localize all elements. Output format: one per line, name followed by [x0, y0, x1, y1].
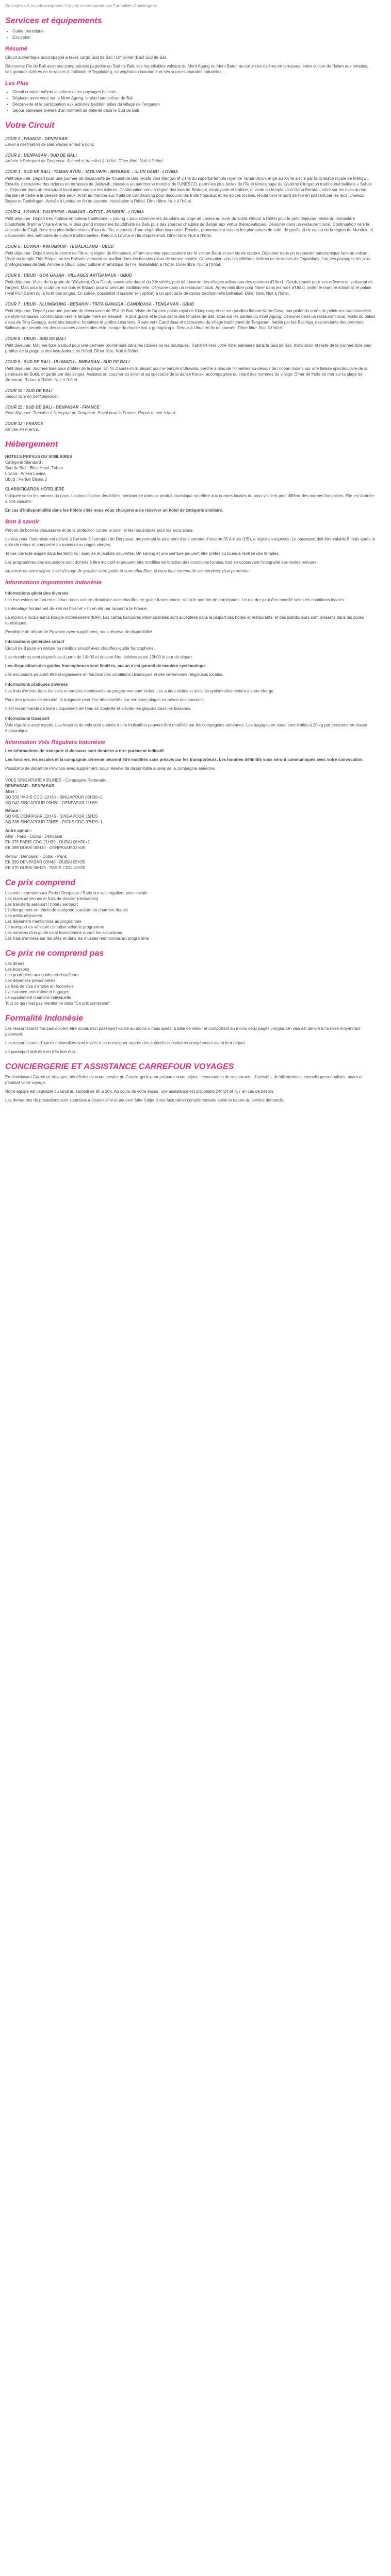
- day-title: JOUR 5 : LOVINA - KINTAMANI - TEGALALANG - UBUD: [5, 244, 114, 249]
- services-title: Services et équipements: [5, 16, 102, 25]
- bon-savoir-item: Tenue correcte exigée dans les temples : épaules et jambes couvertes. Un sarong et une ceinture peuvent être prêtés ou loués à l'entrée des temples.: [5, 551, 280, 556]
- resume-section: [5, 45, 376, 75]
- day-title: JOUR 2 : DENPASAR - SUD DE BALI: [5, 153, 77, 158]
- extra-label: Informations pratiques diverses: [5, 682, 68, 687]
- day-block: [5, 388, 376, 399]
- bon-savoir-section: [5, 518, 376, 574]
- day-block: [5, 301, 376, 331]
- conciergerie-section: [5, 1062, 376, 1103]
- day-title: JOUR 9 : SUD DE BALI - ULUWATU - JIMBARAN - SUD DE BALI: [5, 360, 130, 364]
- list-item: Les petits déjeuners: [5, 913, 42, 918]
- day-sub: Arrivée à l'aéroport de Denpasar. Accueil et transfert à l'hôtel. Dîner libre. Nuit à l'hôtel.: [5, 159, 164, 163]
- formalites-title: Formalité Indonésie: [5, 1014, 84, 1023]
- hotel-line: Catégorie Standard :: [5, 460, 43, 465]
- transport-text: Vols réguliers avec escale. Les horaires de vols sont donnés à titre indicatif et peuvent être modifiés par les compagnies aériennes. Les bagages en soute sont limités à 20 kg par personne en classe économique.: [5, 723, 367, 733]
- services-section: [5, 16, 376, 40]
- circuit-section: [5, 121, 376, 432]
- day-text: Petit déjeuner. Départ pour une journée de découverte de l'Ouest de Bali. Route vers Mengwi et visite du superbe temple royal de Taman Ayun, érigé au XVIIe siècle par la dynastie royale de Mengwi. Ensuite, découverte des rizières en terrasses de Jatiluwih, classées au patrimoine mondial de l'UNESCO, parmi les plus belles de l'île et témoignage du système d'irrigation traditionnel balinais « Subak ». Déjeuner dans un restaurant local avec vue sur les rizières. Continuation vers la région des lacs de Bedugul, verdoyante et fraîche, et visite du temple Ulun Danu Beratan, situé sur les rives du lac Beratan et dédié à la déesse des eaux. Arrêt au marché aux fruits de Candikuning pour découvrir les fruits tropicaux et les épices locales. Route vers le nord de l'île en passant par les lacs jumeaux Buyan et Tamblingan. Arrivée à Lovina en fin de journée. Installation à l'hôtel. Dîner libre. Nuit à l'hôtel.: [5, 176, 372, 204]
- day-text: Petit déjeuner. Départ vers le centre de l'île et la région de Kintamani, offrant une vue spectaculaire sur le volcan Batur et son lac de cratère. Déjeuner dans un restaurant panoramique face au volcan. Visite du temple Tirta Empul, où les Balinais viennent se purifier dans les bassins d'eau de source sacrée. Continuation vers les célèbres rizières en terrasses de Tegalalang, l'un des paysages les plus photographiés de Bali. Arrivée à Ubud, cœur culturel et artistique de l'île. Installation à l'hôtel. Dîner libre. Nuit à l'hôtel.: [5, 251, 370, 267]
- conciergerie-paragraph: Les demandes de prestations sont soumises à disponibilité et peuvent faire l'objet d'une facturation complémentaire selon la nature du service demandé.: [5, 1098, 284, 1103]
- prix-ne-comprend-title: Ce prix ne comprend pas: [5, 949, 104, 958]
- list-item: Tout ce qui n'est pas mentionné dans "Ce prix comprend": [5, 1001, 110, 1006]
- day-block: [5, 152, 376, 164]
- day-title: JOUR 12 : FRANCE: [5, 421, 43, 426]
- list-item: Les frais d'entrées sur les sites et dans les musées mentionnés au programme: [5, 936, 149, 941]
- hotel-line: Lovina : Aneka Lovina: [5, 471, 46, 476]
- day-text: Petit déjeuner. Départ très matinal en bateau traditionnel « jukung » pour observer les dauphins au large de Lovina au lever du soleil. Retour à l'hôtel pour le petit déjeuner. Visite du monastère bouddhiste Brahma Vihara Arama, le plus grand monastère bouddhiste de Bali, puis des sources chaudes de Banjar aux vertus thérapeutiques. Déjeuner dans un restaurant local. Continuation vers la cascade de Gitgit, l'une des plus belles chutes d'eau de l'île, entourée d'une végétation luxuriante. Ensuite, promenade à travers les plantations de café, de girofle et de cacao de la région de Munduk, et découverte des méthodes de culture traditionnelles. Retour à Lovina en fin d'après-midi. Dîner libre. Nuit à l'hôtel.: [5, 216, 373, 238]
- formalites-paragraph: Le passeport doit être en très bon état.: [5, 1049, 76, 1054]
- list-item: Les vols internationaux Paris / Denpasar / Paris sur vols réguliers avec escale: [5, 891, 148, 895]
- flight-line: EK 399 DENPASAR 00H40 - DUBAÏ 05H35: [5, 860, 86, 865]
- prix-comprend-section: [5, 878, 376, 941]
- outbound-label: Aller :: [5, 789, 17, 794]
- services-list: [5, 28, 376, 40]
- flight-line: SQ 336 SINGAPOUR 23H55 - PARIS CDG 07H20+1: [5, 820, 103, 824]
- company-label: VOLS SINGAPORE AIRLINES - Compagnie Partenaire :: [5, 778, 109, 783]
- vols-section: [5, 739, 376, 871]
- transport-label: Informations transport: [5, 716, 50, 721]
- plus-list: [5, 89, 376, 113]
- day-title: JOUR 8 : UBUD - SUD DE BALI: [5, 336, 66, 341]
- list-item: Les taxes aériennes et frais de dossier (révisables): [5, 896, 99, 901]
- info-item: Il est recommandé de boire uniquement de l'eau en bouteille et d'éviter les glaçons dans les boissons.: [5, 706, 192, 711]
- top-nav-note: Description À ce prix comprend / Ce prix ne comprend pas Formalités Conciergerie: [5, 4, 157, 8]
- list-item: Les dîners: [5, 961, 25, 966]
- info-item: Circuit de 8 jours en voiture ou minibus privatif avec chauffeur-guide francophone.: [5, 646, 155, 651]
- list-item: • Déplacer avec vous sur le Mont Agung, le plus haut volcan de Bali: [12, 95, 376, 101]
- hotel-line: Sud de Bali : Bliss Hotel, Tuban: [5, 466, 63, 470]
- hebergement-section: [5, 439, 376, 513]
- list-item: Les services d'un guide local francophone durant les excursions: [5, 930, 122, 935]
- list-item: • Excursion: [12, 35, 376, 40]
- day-block: [5, 404, 376, 416]
- flight-line: EK 075 DUBAÏ 08H25 - PARIS CDG 13H20: [5, 866, 86, 870]
- bon-savoir-item: Le visa pour l'Indonésie est délivré à l'arrivée à l'aéroport de Denpasar, moyennant le paiement d'une somme d'environ 35 dollars (US), à régler en espèces. Le passeport doit être valable 6 mois après la date de retour et comporter au moins deux pages vierges.: [5, 537, 375, 547]
- conciergerie-paragraph: Notre équipe est joignable du lundi au samedi de 9h à 20h. Au cours de votre séjour, une assistance est disponible 24h/24 et 7j/7 en cas de besoin.: [5, 1089, 274, 1094]
- flight-line: SQ 333 PARIS CDG 11H30 - SINGAPOUR 06H50+1: [5, 795, 103, 800]
- list-item: Les déjeuners mentionnés au programme: [5, 919, 82, 924]
- vols-extra: Possibilité de départ de Province avec supplément, sous réserve de disponibilité auprès de la compagnie aérienne.: [5, 766, 216, 771]
- day-block: [5, 336, 376, 354]
- vols-intro: Les informations de transport ci-dessous sont données à titre purement indicatif.: [5, 749, 165, 753]
- bon-savoir-item: Au terme de votre séjour, il est d'usage de gratifier votre guide et votre chauffeur, si vous êtes content de ses services, d'un pourboire.: [5, 569, 250, 573]
- info-item: La monnaie locale est la Roupie indonésienne (IDR). Les cartes bancaires internationales sont acceptées dans la plupart des hôtels et restaurants, et des distributeurs sont présents dans les zones touristiques.: [5, 615, 364, 625]
- day-title: JOUR 1 : FRANCE - DENPASAR: [5, 137, 68, 141]
- informations-section: [5, 579, 376, 734]
- prix-ne-comprend-section: [5, 948, 376, 1006]
- list-item: • Circuit complet mêlant la culture et les paysages balinais: [12, 89, 376, 95]
- list-item: • Découverte et la participation aux activités traditionnelles du village de Tenganan: [12, 101, 376, 107]
- day-sub: Arrivée en France.: [5, 427, 39, 432]
- classification-text: Indiquée selon les normes du pays. La classification des hôtels mentionnée dans ce produit touristique se réfère aux normes locales du pays visité et peut différer des normes françaises. Elle est donnée à titre indicatif.: [5, 494, 374, 504]
- circuit-title: Votre Circuit: [5, 121, 55, 130]
- day-block: [5, 244, 376, 267]
- general-label: Informations générales diverses: [5, 591, 69, 596]
- resume-paragraph: Circuit authentique accompagné à taxes cargo Sud de Bali ! Ombilinet (Bali) Sud de Bali: [5, 55, 167, 60]
- list-item: Les dépenses personnelles: [5, 978, 56, 983]
- day-title: JOUR 10 : SUD DE BALI: [5, 388, 53, 393]
- flight-line: EK 398 DUBAÏ 09H10 - DENPASAR 22H35: [5, 845, 86, 850]
- day-text: Petit déjeuner. Journée libre pour profiter de la plage. En fin d'après-midi, départ pour le temple d'Uluwatu, perché à plus de 70 mètres au-dessus de l'océan Indien, sur une falaise spectaculaire de la péninsule de Bukit, et gardé par des singes. Assistez au coucher du soleil et au spectacle de la danse Kecak, accompagnée du chant des hommes du village. Dîner de fruits de mer sur la plage de Jimbaran. Retour à l'hôtel. Nuit à l'hôtel.: [5, 366, 368, 382]
- resume-paragraph: Découvrez l'île de Bali avec ses somptueuses pagodes au Sud de Bali, ses inoubliables volcans du Mont Agung ou Mont Batur, au cœur des rizières en terrasses, entre culture de l'islam aux temples, ses grandes rizières en terrasses à Jatiluwih et Tegalalang, sa végétation luxuriante et ses sources chaudes naturelles...: [5, 64, 368, 74]
- info-item: Les excursions se font en minibus ou en voiture climatisée avec chauffeur et guide francophone, selon le nombre de participants. Leur ordre peut être modifié selon les conditions locales.: [5, 598, 345, 602]
- day-sub: Petit déjeuner. Transfert à l'aéroport de Denpasar. Envol pour la France. Repas et nuit à bord.: [5, 411, 176, 415]
- bon-savoir-item: Prévoir de bonnes chaussures et de la protection contre le soleil et les moustiques pour les excursions.: [5, 528, 194, 533]
- return-label: Retour :: [5, 808, 21, 813]
- day-title: JOUR 6 : UBUD - GOA GAJAH - VILLAGES ARTISANAUX - UBUD: [5, 273, 132, 278]
- list-item: Le transport en véhicule climatisé selon le programme: [5, 925, 104, 929]
- info-item: Les excursions peuvent être réorganisées en fonction des conditions climatiques et des cérémonies religieuses locales.: [5, 672, 223, 677]
- bon-savoir-title: Bon à savoir: [5, 519, 40, 525]
- page: [0, 0, 381, 1111]
- vols-title: Information Vols Réguliers Indonésie: [5, 739, 105, 745]
- day-sub: Envol à destination de Bali. Repas et nuit à bord.: [5, 142, 94, 147]
- day-block: [5, 359, 376, 383]
- hotels-label: HOTELS PRÉVUS OU SIMILAIRES: [5, 454, 72, 459]
- conciergerie-paragraph: En choisissant Carrefour Voyages, bénéficiez de notre service de Conciergerie pour préparer votre séjour : réservations de restaurants, d'activités, de billetteries et conseils personnalisés, avant et pendant votre voyage.: [5, 1075, 363, 1085]
- list-item: L'hébergement en hôtels de catégorie standard en chambre double: [5, 908, 128, 912]
- list-item: L'assurance annulation et bagages: [5, 990, 69, 994]
- day-title: JOUR 11 : SUD DE BALI - DENPASAR - FRANCE: [5, 405, 100, 410]
- informations-title: Informations importantes Indonésie: [5, 580, 102, 586]
- hotel-line: Ubud : Pertiwi Bisma 2: [5, 477, 47, 482]
- hebergement-title: Hébergement: [5, 440, 58, 449]
- flight-line: Retour : Denpasar - Dubaï - Paris: [5, 854, 67, 859]
- day-block: [5, 136, 376, 147]
- vols-note: Les horaires, les escales et la compagnie aérienne peuvent être modifiés sans préavis par les transporteurs. Les horaires définitifs vous seront communiqués avec votre convocation.: [5, 757, 364, 762]
- day-text: Petit déjeuner. Visite de la grotte de l'éléphant, Goa Gajah, sanctuaire datant du XIe siècle, puis découverte des villages artisanaux des environs d'Ubud : Celuk, réputé pour ses orfèvres et l'artisanat de l'argent, Mas pour la sculpture sur bois et Batuan pour la peinture traditionnelle. Déjeuner dans un restaurant local. Après-midi libre pour flâner dans les rues d'Ubud, visiter le marché artisanal, le palais royal Puri Saren ou la forêt des singes. En soirée, possibilité d'assister (en option) à un spectacle de danse traditionnelle balinaise. Dîner libre. Nuit à l'hôtel.: [5, 280, 373, 296]
- day-block: [5, 169, 376, 204]
- conciergerie-title: CONCIERGERIE ET ASSISTANCE CARREFOUR VOYAGES: [5, 1062, 234, 1071]
- day-text: Petit déjeuner. Départ pour une journée de découverte de l'Est de Bali. Visite de l'ancien palais royal de Klungkung et de son pavillon flottant Kerta Gosa, aux plafonds ornés de peintures traditionnelles de style Kamasan. Continuation vers le temple mère de Besakih, le plus grand et le plus sacré des temples de Bali, situé sur les pentes du mont Agung. Déjeuner dans un restaurant local. Visite du palais d'eau de Tirta Gangga, avec ses bassins, fontaines et jardins luxuriants. Route vers Candidasa et découverte du village traditionnel de Tenganan, habité par les Bali Aga, descendants des premiers Balinais, qui perpétuent des coutumes ancestrales et le tissage du double ikat « geringsing ». Retour à Ubud en fin de journée. Dîner libre. Nuit à l'hôtel.: [5, 309, 376, 330]
- formalites-section: [5, 1013, 376, 1055]
- day-block: [5, 421, 376, 432]
- classification-label: CLASSIFICATION HÔTELIÈRE: [5, 487, 64, 492]
- bon-savoir-item: Les programmes des excursions sont donnés à titre indicatif et peuvent être modifiés en fonction des conditions locales, tout en conservant l'intégralité des visites prévues.: [5, 560, 318, 565]
- day-text: Petit déjeuner. Matinée libre à Ubud pour une dernière promenade dans les rizières ou les boutiques. Transfert vers votre hôtel balnéaire dans le Sud de Bali. Installation et reste de la journée libre pour profiter de la plage et des installations de l'hôtel. Dîner libre. Nuit à l'hôtel.: [5, 343, 372, 353]
- day-title: JOUR 3 : SUD DE BALI - TAMAN AYUN - JATILUWIH - BEDUGUL - ULUN DANU - LOVINA: [5, 170, 178, 174]
- day-title: JOUR 4 : LOVINA - DAUPHINS - BANJAR - GITGIT - MUNDUK - LOVINA: [5, 210, 144, 214]
- hebergement-extra: En cas d'indisponibilité dans les hôtels cités nous vous chargerons de réserver un hôtel de catégorie similaire.: [5, 508, 223, 513]
- list-item: Les pourboires aux guides et chauffeurs: [5, 973, 79, 977]
- day-title: JOUR 7 : UBUD - KLUNGKUNG - BESAKIH - TIRTA GANGGA - CANDIDASA - TENGANAN - UBUD: [5, 302, 194, 307]
- resume-title: Résumé: [5, 46, 27, 52]
- alt-label: Autre option :: [5, 828, 32, 833]
- list-item: Le frais de visa d'entrée en Indonésie: [5, 984, 74, 989]
- list-item: • Guide touristique: [12, 28, 376, 34]
- flight-line: EK 076 PARIS CDG 21H30 - DUBAÏ 06H30+1: [5, 840, 90, 844]
- day-sub: Séjour libre en petit déjeuner.: [5, 394, 59, 399]
- company-title: DENPASAR - DENPASAR: [5, 784, 55, 788]
- info-item: Possibilité de départ de Province avec supplément, sous réserve de disponibilité.: [5, 630, 153, 634]
- flight-line: Aller : Paris - Dubaï - Denpasar: [5, 834, 63, 839]
- info-item: Les frais d'entrée dans les sites et temples mentionnés au programme sont inclus. Les autres visites et activités optionnelles restent à votre charge.: [5, 689, 275, 693]
- list-item: • Séjour balnéaire préféré d'un moment de détente dans le Sud de Bali: [12, 108, 376, 113]
- list-item: Les transferts aéroport / hôtel / aéroport: [5, 902, 78, 907]
- formalites-paragraph: Les ressortissants français doivent être munis d'un passeport valide au moins 6 mois après la date de retour et comportant au moins deux pages vierges. Un visa est délivré à l'arrivée moyennant paiement.: [5, 1026, 361, 1037]
- info-item: Les chambres sont disponibles à partir de 14h00 et doivent être libérées avant 12h00 le jour du départ.: [5, 655, 193, 659]
- day-block: [5, 209, 376, 239]
- info-item: Le décalage horaire est de +6h en hiver et +7h en été par rapport à la France.: [5, 606, 148, 611]
- info-item: Les dispositions des guides francophones sont limitées, aucun n'est garanti de manière systématique.: [5, 664, 207, 668]
- sejour-label: Informations générales circuit: [5, 639, 64, 644]
- flight-line: SQ 942 SINGAPOUR 09H20 - DENPASAR 11H55: [5, 801, 97, 805]
- prix-comprend-title: Ce prix comprend: [5, 878, 76, 887]
- formalites-paragraph: Les ressortissants d'autres nationalités sont invités à se renseigner auprès des autorités consulaires compétentes avant leur départ.: [5, 1041, 247, 1045]
- info-item: Pour des raisons de sécurité, la baignade peut être déconseillée sur certaines plages en raison des courants.: [5, 698, 205, 702]
- list-item: Le supplément chambre individuelle: [5, 995, 71, 1000]
- plus-title: Les Plus: [5, 80, 29, 87]
- flight-line: SQ 945 DENPASAR 12H45 - SINGAPOUR 15H25: [5, 814, 98, 819]
- day-block: [5, 273, 376, 296]
- list-item: Les boissons: [5, 967, 29, 972]
- plus-section: [5, 80, 376, 113]
